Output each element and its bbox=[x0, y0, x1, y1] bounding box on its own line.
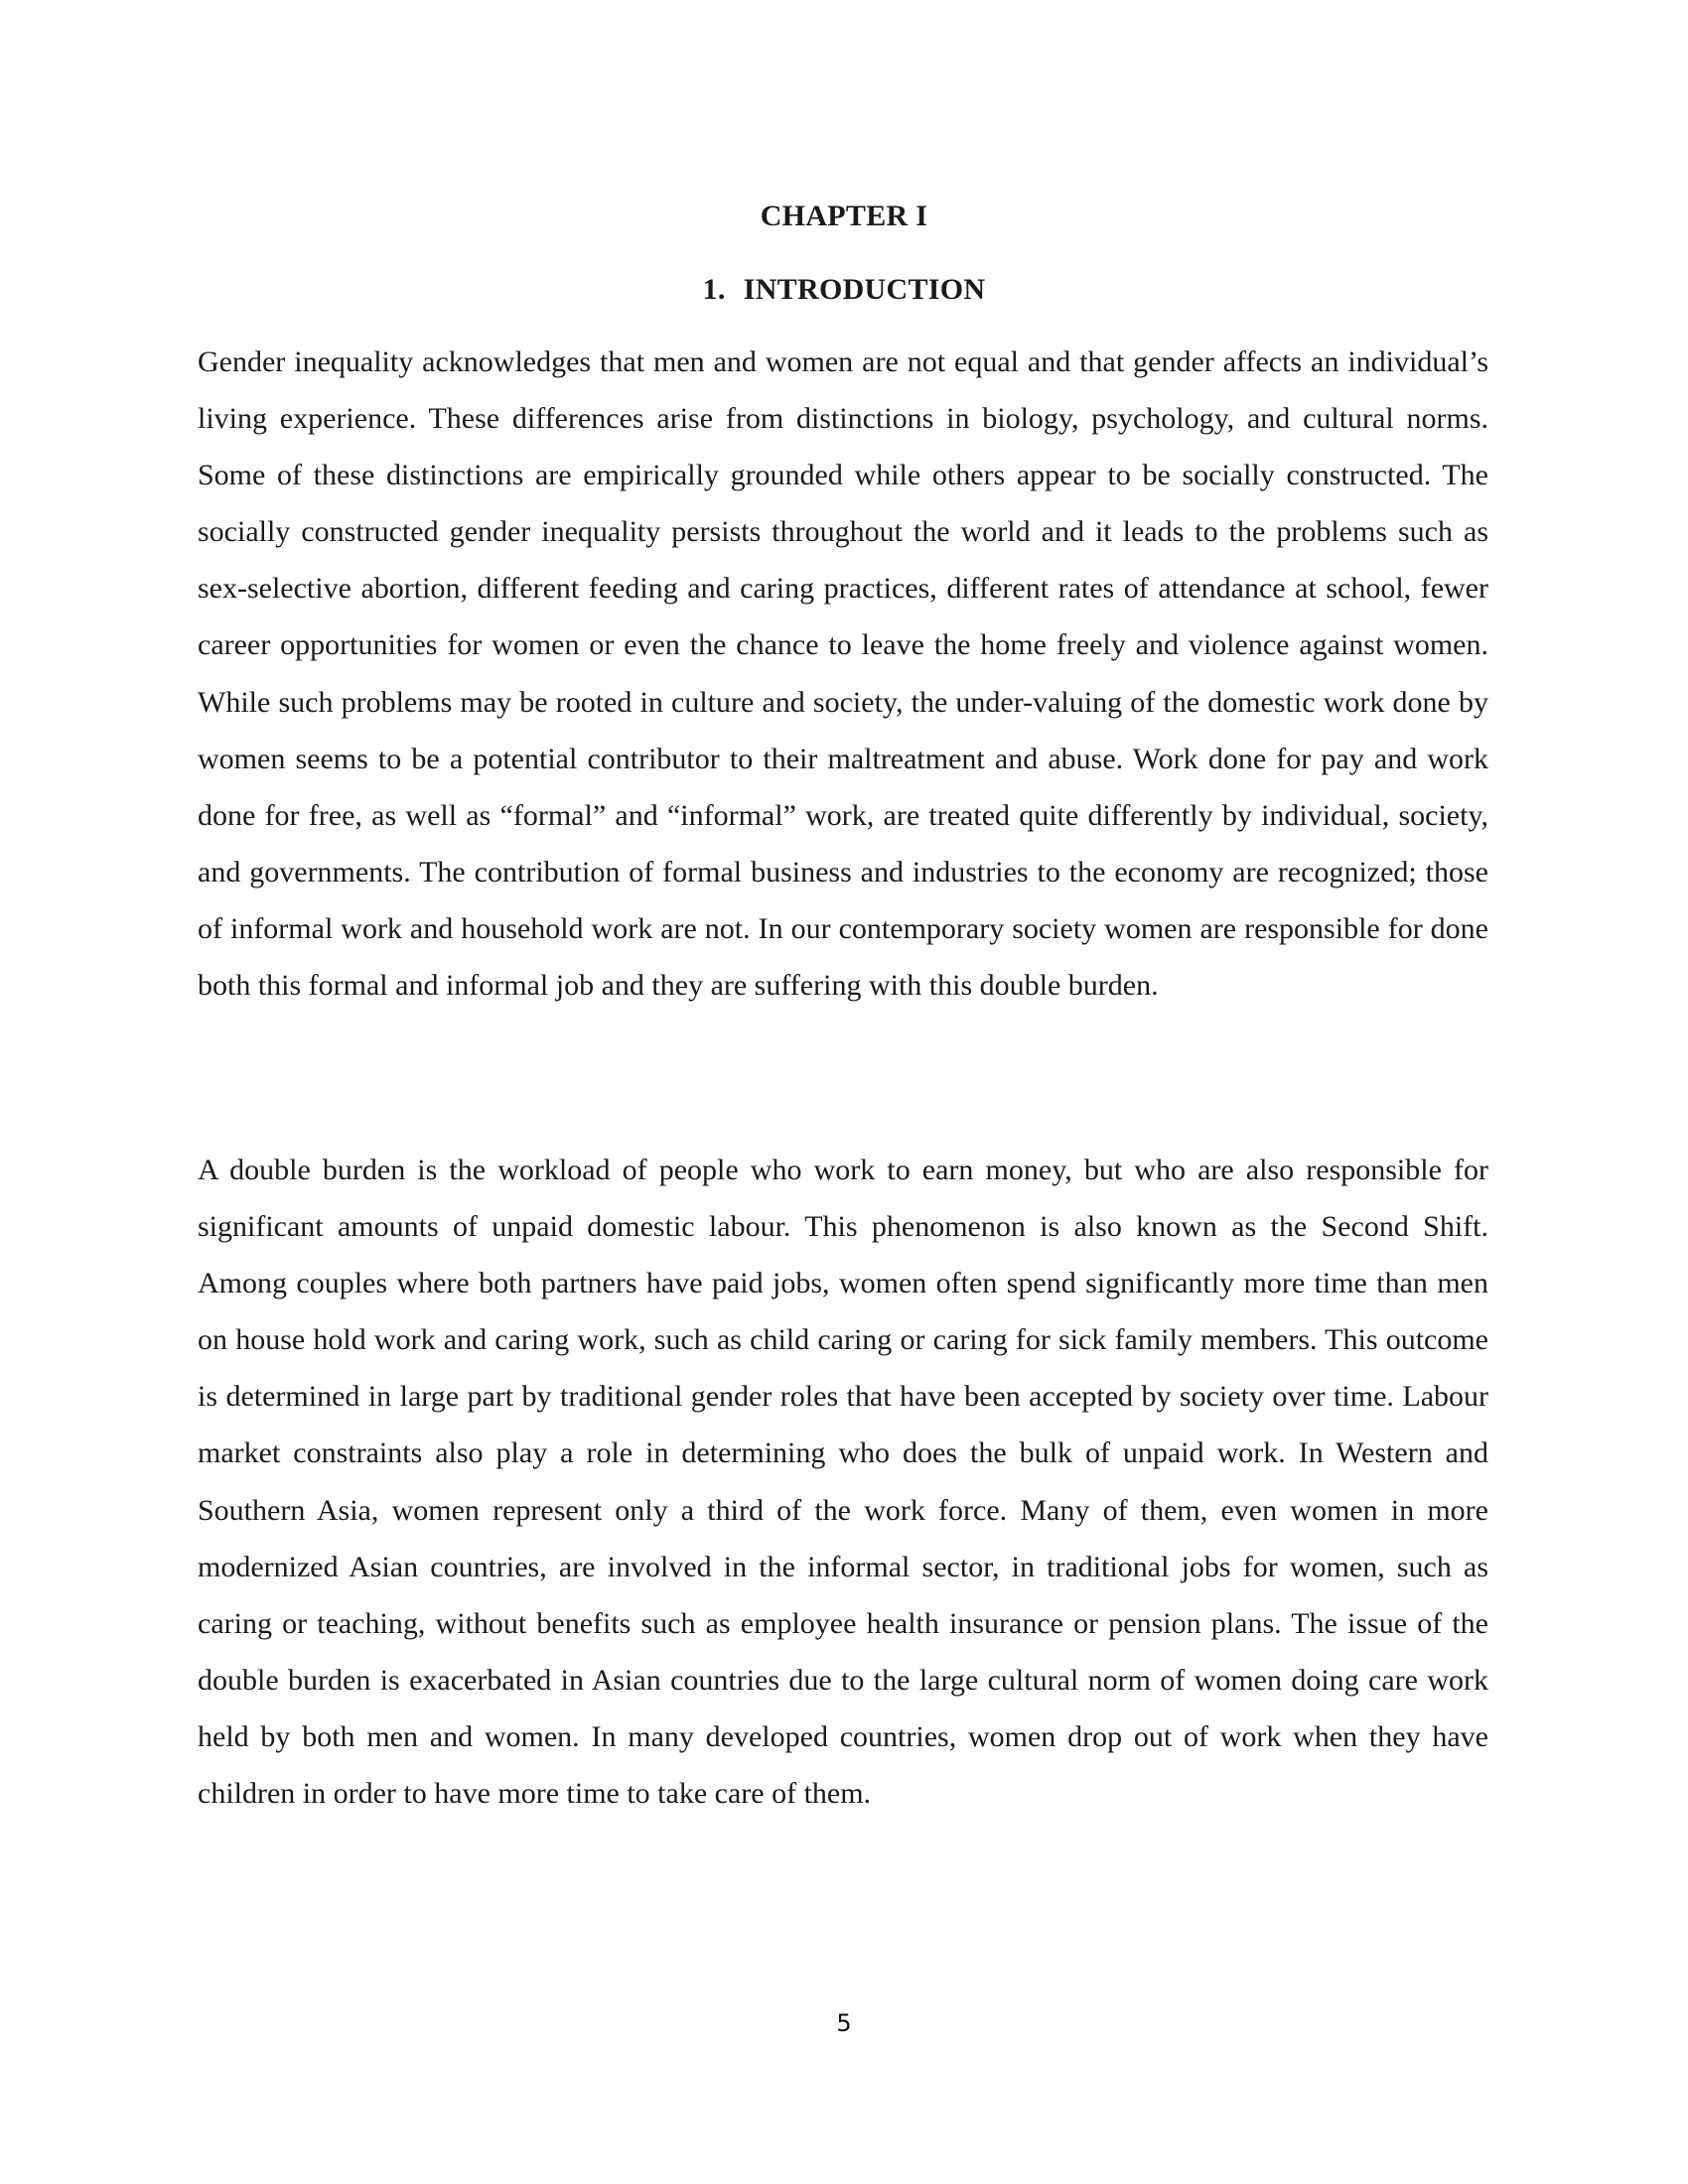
body-paragraph-2: A double burden is the workload of people who work to earn money, but who are also responsible for significant amounts of unpaid domestic labour. This phenomenon is also known as the Second Shift. Among couples where both partners have paid jobs, women often spend significantly more time than men on house hold work and caring work, such as child caring or caring for sick family members. This outcome is determined in large part by traditional gender roles that have been accepted by society over time. Labour market constraints also play a role in determining who does the bulk of unpaid work. In Western and Southern Asia, women represent only a third of the work force. Many of them, even women in more modernized Asian countries, are involved in the informal sector, in traditional jobs for women, such as caring or teaching, without benefits such as employee health insurance or pension plans. The issue of the double burden is exacerbated in Asian countries due to the large cultural norm of women doing care work held by both men and women. In many developed countries, women drop out of work when they have children in order to have more time to take care of them. bbox=[198, 1154, 1488, 1811]
chapter-heading: CHAPTER I bbox=[760, 200, 928, 232]
section-heading bbox=[0, 270, 1688, 310]
section-title: INTRODUCTION bbox=[743, 273, 986, 306]
section-number: 1. bbox=[702, 273, 726, 306]
page-number: 5 bbox=[836, 2009, 852, 2037]
body-paragraph-1: Gender inequality acknowledges that men and women are not equal and that gender affects an individual’s living experience. These differences arise from distinctions in biology, psychology, and cultural norms. Some of these distinctions are empirically grounded while others appear to be socially constructed. The socially constructed gender inequality persists throughout the world and it leads to the problems such as sex-selective abortion, different feeding and caring practices, different rates of attendance at school, fewer career opportunities for women or even the chance to leave the home freely and violence against women. While such problems may be rooted in culture and society, the under-valuing of the domestic work done by women seems to be a potential contributor to their maltreatment and abuse. Work done for pay and work done for free, as well as “formal” and “informal” work, are treated quite differently by individual, society, and governments. The contribution of formal business and industries to the economy are recognized; those of informal work and household work are not. In our contemporary society women are responsible for done both this formal and informal job and they are suffering with this double burden. bbox=[198, 345, 1488, 1003]
